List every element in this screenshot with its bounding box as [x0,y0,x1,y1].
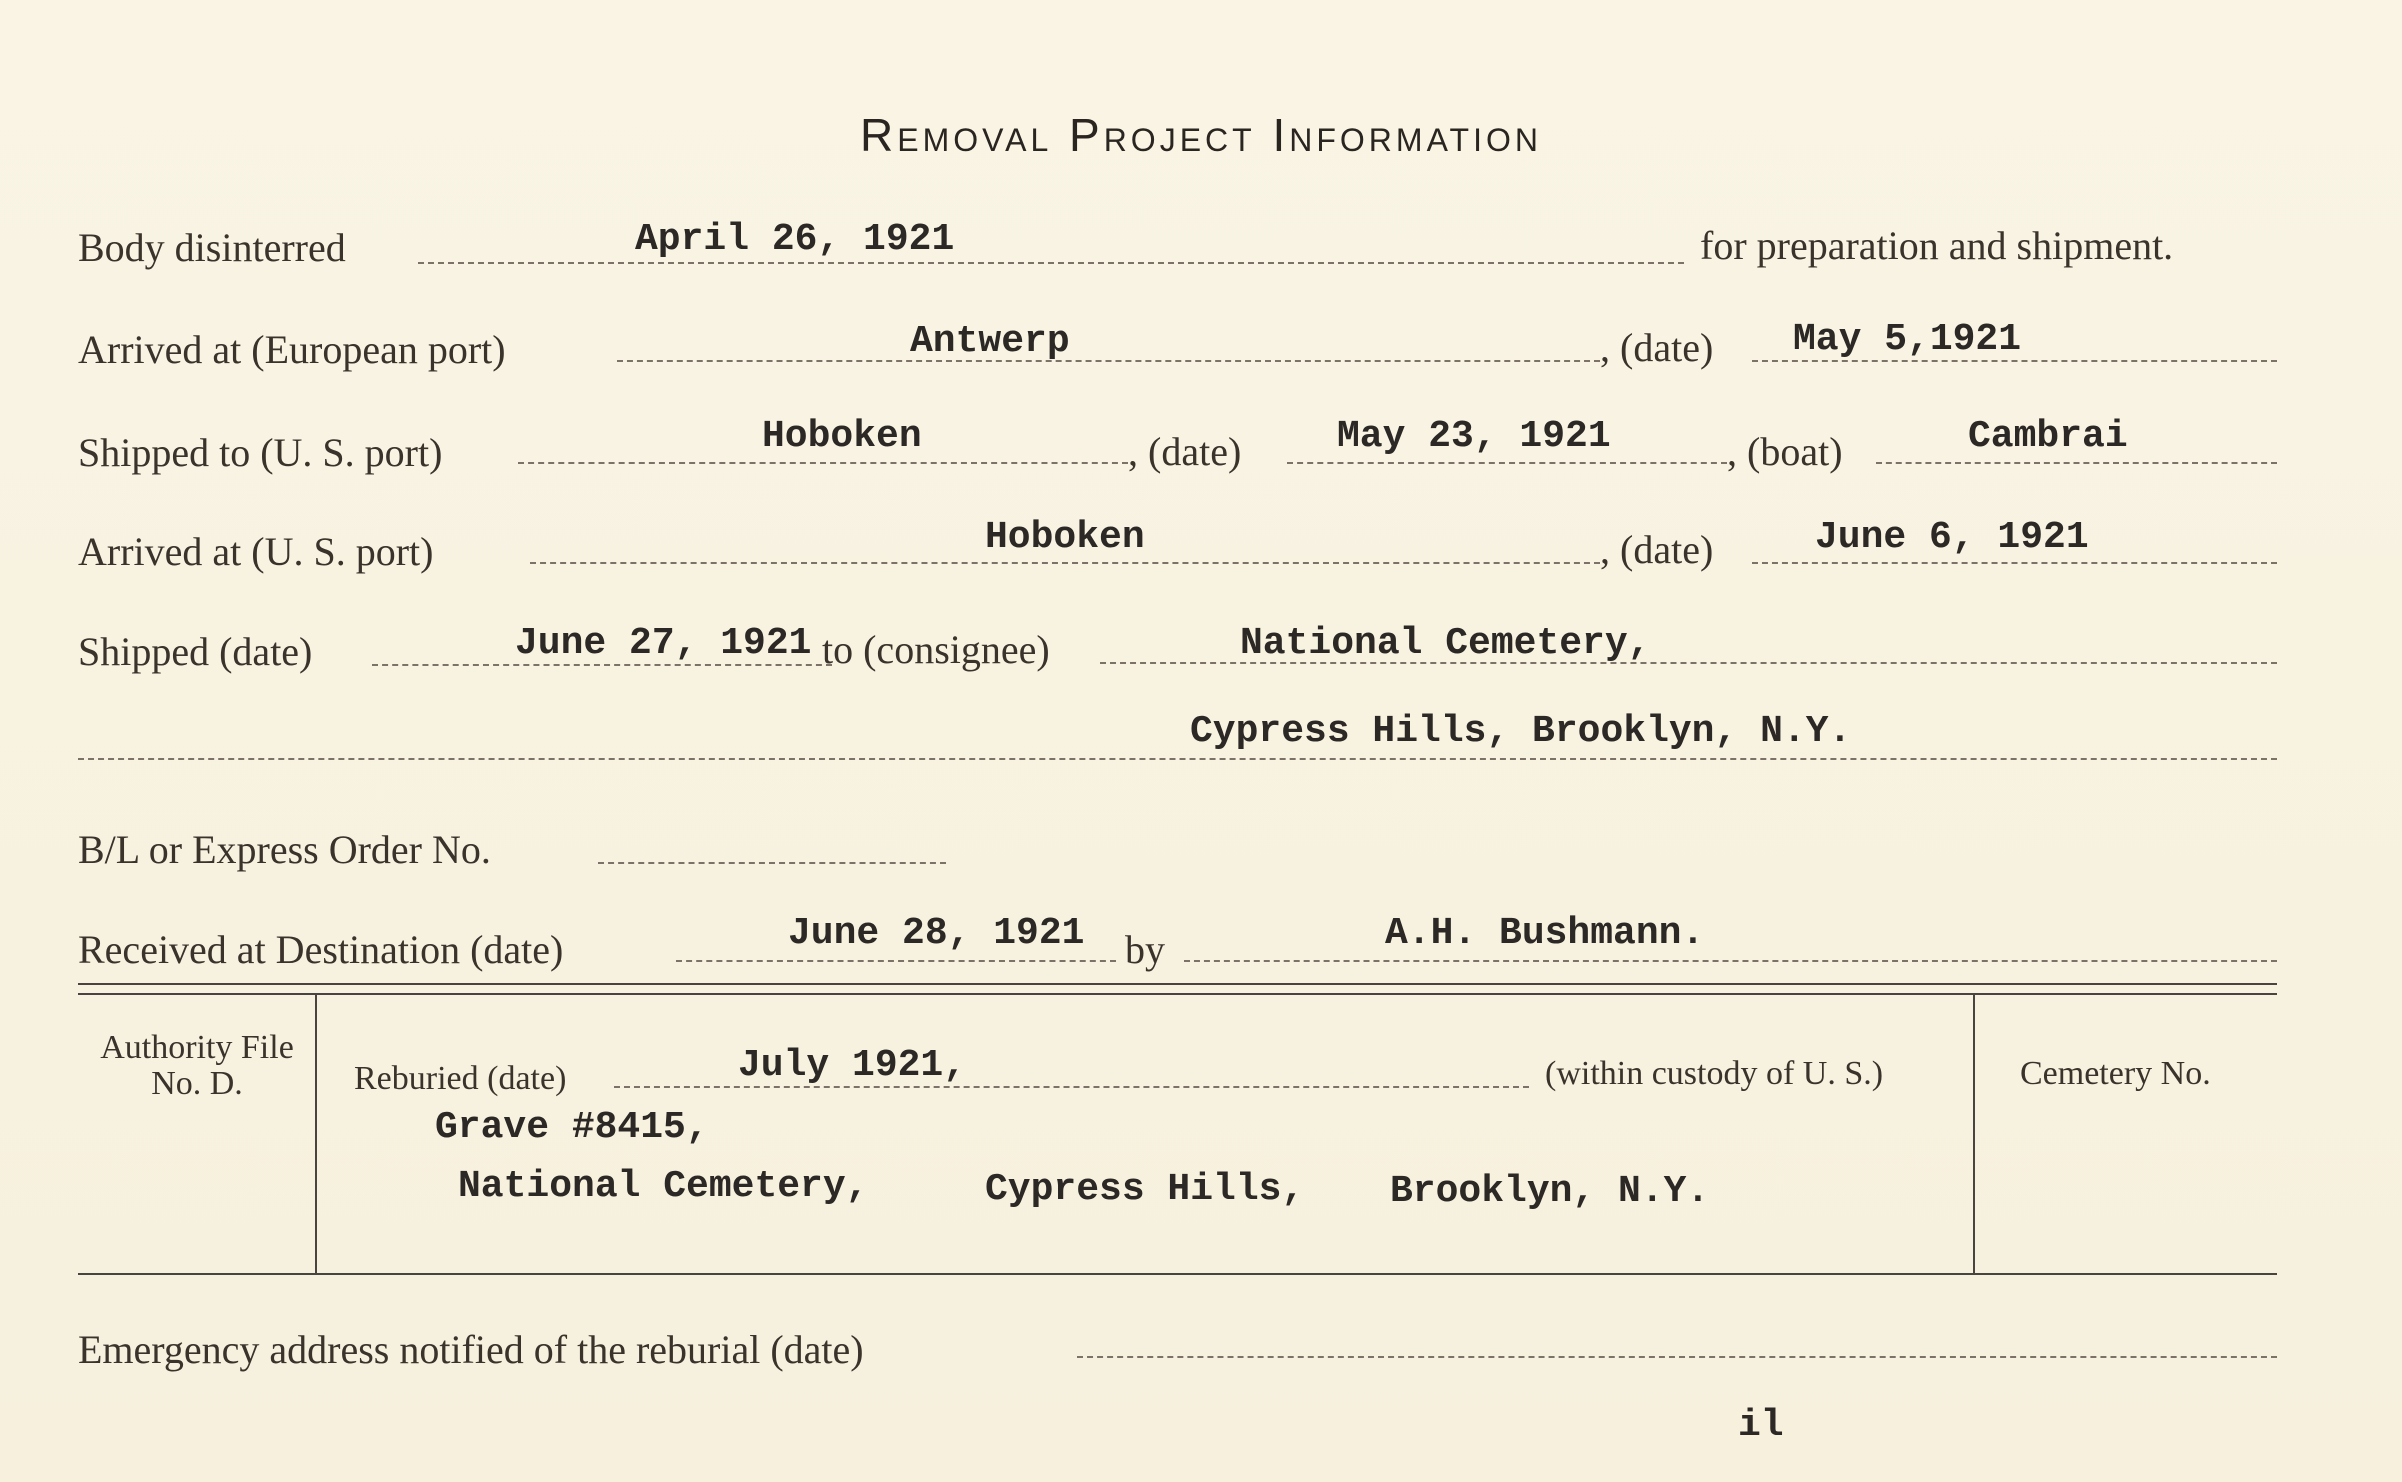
received-by-line [1184,960,2277,962]
disinterred-suffix: for preparation and shipment. [1700,223,2174,268]
shipped-us-date-label: , (date) [1128,429,1242,474]
shipped-us-boat-line [1876,462,2277,464]
shipped-us-label: Shipped to (U. S. port) [78,430,443,475]
bl-label: B/L or Express Order No. [78,827,491,872]
shipped-label: Shipped (date) [78,629,313,674]
box-divider-left [315,995,317,1273]
reburial-location-2: Cypress Hills, [985,1168,1305,1211]
shipped-us-line [518,462,1128,464]
emergency-line [1077,1356,2277,1358]
grave-number: Grave #8415, [435,1106,709,1149]
disinterred-line [418,262,1684,264]
shipped-us-value: Hoboken [762,415,922,458]
shipped-value: June 27, 1921 [515,622,812,665]
euro-port-date-label: , (date) [1600,325,1714,370]
custody-label: (within custody of U. S.) [1545,1055,1884,1092]
consignee-value: National Cemetery, [1240,622,1651,665]
euro-port-label: Arrived at (European port) [78,327,506,372]
euro-port-value: Antwerp [910,320,1070,363]
box-top-rule-2 [78,993,2277,995]
reburial-location-1: National Cemetery, [458,1165,869,1208]
euro-port-date: May 5,1921 [1793,318,2022,361]
shipped-us-boat-label: , (boat) [1727,429,1843,474]
box-bottom-rule [78,1273,2277,1275]
shipped-us-date-line [1287,462,1727,464]
received-by-label: by [1125,927,1165,972]
reburied-value: July 1921, [738,1044,967,1087]
emergency-label: Emergency address notified of the reburial (date) [78,1327,864,1372]
received-value: June 28, 1921 [788,912,1085,955]
authority-label: Authority File No. D. [100,1029,294,1102]
cemetery-no-label: Cemetery No. [2020,1055,2211,1092]
consignee-value-2: Cypress Hills, Brooklyn, N.Y. [1190,710,1852,753]
reburial-location-3: Brooklyn, N.Y. [1390,1170,1710,1213]
arrived-us-date-label: , (date) [1600,527,1714,572]
box-divider-right [1973,995,1975,1273]
shipped-us-boat: Cambrai [1968,415,2128,458]
footer-mark: il [1738,1404,1784,1447]
arrived-us-date: June 6, 1921 [1815,516,2089,559]
consignee-line-2 [78,758,2277,760]
euro-port-line [617,360,1600,362]
disinterred-value: April 26, 1921 [635,218,955,261]
consignee-label: to (consignee) [822,627,1050,672]
bl-line [598,862,946,864]
arrived-us-label: Arrived at (U. S. port) [78,529,434,574]
reburied-label: Reburied (date) [354,1060,567,1097]
box-top-rule-1 [78,983,2277,985]
arrived-us-line [530,562,1600,564]
received-line [676,960,1116,962]
arrived-us-date-line [1752,562,2277,564]
received-by: A.H. Bushmann. [1385,912,1705,955]
received-label: Received at Destination (date) [78,927,564,972]
arrived-us-value: Hoboken [985,516,1145,559]
disinterred-label: Body disinterred [78,225,346,270]
shipped-us-date: May 23, 1921 [1337,415,1611,458]
card-title: Removal Project Information [860,109,1542,161]
